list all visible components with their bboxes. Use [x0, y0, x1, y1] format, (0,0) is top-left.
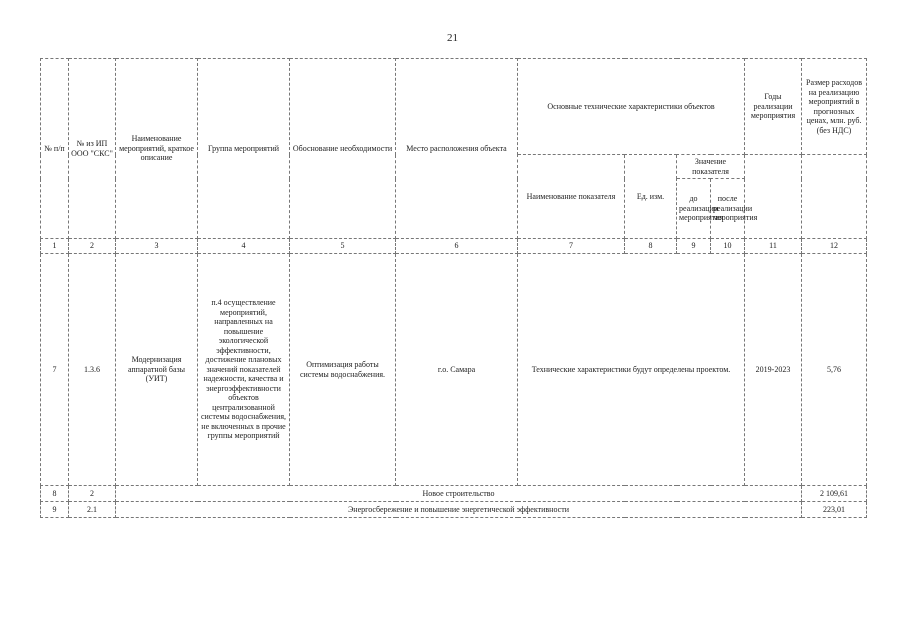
- header-justification: Обоснование необходимости: [290, 59, 396, 239]
- header-cost: Размер расходов на реализацию мероприятий в прогнозных ценах, млн. руб. (без НДС): [802, 59, 867, 155]
- column-number: 1: [41, 239, 69, 254]
- header-value-after: после реализации мероприятия: [711, 179, 745, 239]
- header-value-before: до реализации мероприятия: [677, 179, 711, 239]
- row-section-title: Энергосбережение и повышение энергетической эффективности: [116, 502, 802, 518]
- header-cost-blank: [802, 155, 867, 239]
- row-measure-group: п.4 осуществление мероприятий, направленных на повышение экологической эффективности, достижение плановых значений показателей надежности, качества и энергоэффективности объектов централизованной системы водоснабжения, не включенных в прочие группы мероприятий: [198, 254, 290, 486]
- row-cost: 2 109,61: [802, 486, 867, 502]
- row-cost: 223,01: [802, 502, 867, 518]
- header-unit: Ед. изм.: [625, 155, 677, 239]
- table-row: [41, 254, 867, 486]
- row-number: 7: [41, 254, 69, 486]
- column-number-row: [41, 239, 867, 254]
- header-years-blank: [745, 155, 802, 239]
- row-number: 9: [41, 502, 69, 518]
- row-section-title: Новое строительство: [116, 486, 802, 502]
- row-ip-number: 1.3.6: [69, 254, 116, 486]
- table-row: [41, 502, 867, 518]
- header-location: Место расположения объекта: [396, 59, 518, 239]
- header-indicator-value: Значение показателя: [677, 155, 745, 179]
- row-justification: Оптимизация работы системы водоснабжения.: [290, 254, 396, 486]
- row-number: 8: [41, 486, 69, 502]
- column-number: 5: [290, 239, 396, 254]
- header-tech-characteristics: Основные технические характеристики объектов: [518, 59, 745, 155]
- column-number: 12: [802, 239, 867, 254]
- header-indicator-name: Наименование показателя: [518, 155, 625, 239]
- column-number: 8: [625, 239, 677, 254]
- row-ip-number: 2.1: [69, 502, 116, 518]
- header-measure-group: Группа мероприятий: [198, 59, 290, 239]
- header-number: № п/п: [41, 59, 69, 239]
- column-number: 7: [518, 239, 625, 254]
- column-number: 11: [745, 239, 802, 254]
- page-number: 21: [447, 32, 458, 44]
- row-cost: 5,76: [802, 254, 867, 486]
- row-measure-name: Модернизация аппаратной базы (УИТ): [116, 254, 198, 486]
- row-ip-number: 2: [69, 486, 116, 502]
- column-number: 6: [396, 239, 518, 254]
- header-measure-name: Наименование мероприятий, краткое описание: [116, 59, 198, 239]
- header-years: Годы реализации мероприятия: [745, 59, 802, 155]
- row-years: 2019-2023: [745, 254, 802, 486]
- column-number: 2: [69, 239, 116, 254]
- column-number: 9: [677, 239, 711, 254]
- row-location: г.о. Самара: [396, 254, 518, 486]
- row-tech-characteristics: Технические характеристики будут определены проектом.: [518, 254, 745, 486]
- header-ip-number: № из ИП ООО "СКС": [69, 59, 116, 239]
- measures-table: [40, 58, 867, 518]
- column-number: 3: [116, 239, 198, 254]
- table-row: [41, 486, 867, 502]
- column-number: 10: [711, 239, 745, 254]
- column-number: 4: [198, 239, 290, 254]
